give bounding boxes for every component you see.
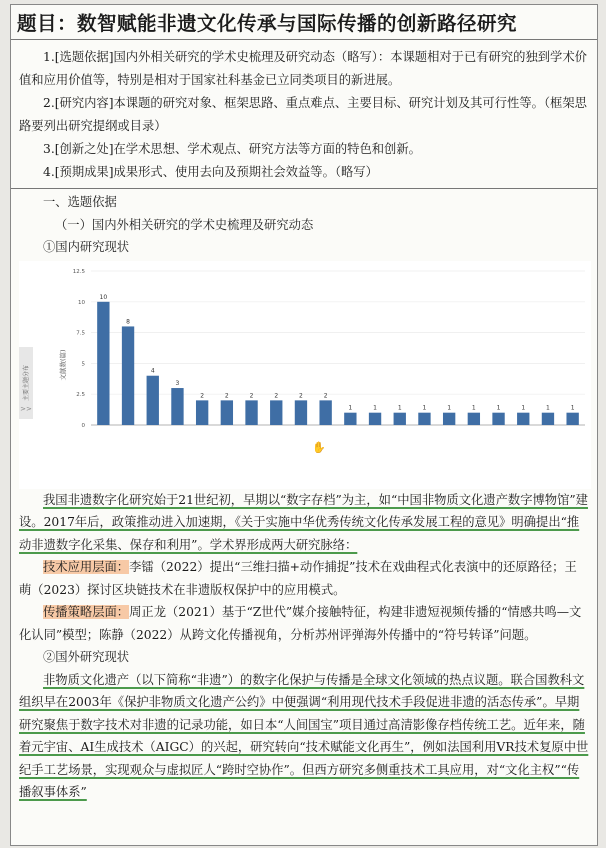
- requirements-box: [11, 40, 597, 189]
- requirement-item: 4.[预期成果]成果形式、使用去向及预期社会效益等。（略写）: [43, 165, 378, 179]
- subsection-heading: （一）国内外相关研究的学术史梳理及研究动态: [55, 217, 314, 232]
- cursor-icon: ✋: [312, 440, 326, 454]
- foreign-heading: ②国外研究现状: [43, 650, 130, 664]
- spread-paragraph: [19, 601, 589, 646]
- chart-bar[interactable]: [270, 400, 282, 425]
- chart-bar[interactable]: [517, 412, 529, 424]
- chart-bar[interactable]: [418, 412, 430, 424]
- requirement-item: 2.[研究内容]本课题的研究对象、框架思路、重点难点、主要目标、研究计划及其可行性等。（框架思路要列出研究提纲或目录）: [19, 96, 587, 133]
- bar-value-label: 1: [570, 404, 575, 412]
- chart-bar[interactable]: [97, 301, 109, 424]
- chart-container: [19, 261, 589, 489]
- expand-arrow-icon[interactable]: >>: [20, 404, 32, 413]
- chart-bar[interactable]: [468, 412, 480, 424]
- bar-chart: [19, 261, 591, 489]
- chart-bar[interactable]: [344, 412, 356, 424]
- chart-bar[interactable]: [443, 412, 455, 424]
- title-row: [11, 5, 597, 40]
- chart-bar[interactable]: [196, 400, 208, 425]
- chart-bar[interactable]: [319, 400, 331, 425]
- chart-bar[interactable]: [566, 412, 578, 424]
- bar-value-label: 4: [150, 367, 155, 375]
- bar-value-label: 1: [546, 404, 550, 412]
- y-tick-label: 0: [81, 422, 85, 429]
- requirement-item: 3.[创新之处]在学术思想、学术观点、研究方法等方面的特色和创新。: [43, 142, 421, 156]
- y-tick-label: 12.5: [72, 268, 85, 275]
- body-content: [11, 189, 597, 804]
- chart-bar[interactable]: [122, 326, 134, 425]
- bar-value-label: 1: [471, 404, 476, 412]
- bar-value-label: 1: [422, 404, 427, 412]
- spread-label: 传播策略层面：: [43, 605, 130, 619]
- foreign-text: 非物质文化遗产（以下简称“非遗”）的数字化保护与传播是全球文化领域的热点议题。联合国教科文组织早在2003年《保护非物质文化遗产公约》中便强调“利用现代技术手段促进非遗的活态传承”。早期研究聚焦于数字技术对非遗的记录功能，如日本“人间国宝”项目通过高清影像存档传统工艺。近年来，随着元宇宙、AI生成技术（AIGC）的兴起，研究转向“技术赋能文化再生”，例如法国利用VR技术复原中世纪手工艺场景，实现观众与虚拟匠人“跨时空协作”。但西方研究多侧重技术工具应用，对“文化主权”“传播叙事体系”: [19, 672, 589, 799]
- chart-bar[interactable]: [492, 412, 504, 424]
- bar-value-label: 3: [175, 379, 180, 387]
- bar-value-label: 2: [274, 391, 279, 399]
- y-axis-label: 文献数(篇): [59, 348, 67, 381]
- tech-paragraph: [19, 556, 589, 601]
- bar-value-label: 2: [200, 391, 205, 399]
- bar-value-label: 1: [348, 404, 353, 412]
- side-panel-label: 主要主题分布: [23, 364, 30, 401]
- chart-bar[interactable]: [171, 388, 183, 425]
- chart-bar[interactable]: [394, 412, 406, 424]
- bar-value-label: 2: [323, 391, 328, 399]
- y-tick-label: 7.5: [76, 330, 85, 337]
- bar-value-label: 2: [224, 391, 229, 399]
- chart-bar[interactable]: [147, 375, 159, 424]
- bar-value-label: 1: [447, 404, 452, 412]
- document-page: [10, 4, 598, 846]
- chart-bar[interactable]: [295, 400, 307, 425]
- foreign-paragraph: [19, 669, 589, 804]
- domestic-intro-text: 我国非遗数字化研究始于21世纪初，早期以“数字存档”为主，如“中国非物质文化遗产数字博物馆”建设。2017年后，政策推动进入加速期，《关于实施中华优秀传统文化传承发展工程的意见》明确提出“推动非遗数字化采集、保存和利用”。学术界形成两大研究脉络：: [19, 492, 588, 552]
- chart-bar[interactable]: [245, 400, 257, 425]
- y-tick-label: 10: [78, 299, 85, 306]
- tech-text: 李镭（2022）提出“三维扫描+动作捕捉”技术在戏曲程式化表演中的还原路径；王萌（2023）探讨区块链技术在非遗版权保护中的应用模式。: [19, 560, 577, 597]
- bar-value-label: 1: [521, 404, 526, 412]
- domestic-heading: ①国内研究现状: [43, 240, 130, 254]
- chart-bar[interactable]: [542, 412, 554, 424]
- requirement-item: 1.[选题依据]国内外相关研究的学术史梳理及研究动态（略写）：本课题相对于已有研究的独到学术价值和应用价值等，特别是相对于国家社科基金已立同类项目的新进展。: [19, 50, 587, 87]
- bar-value-label: 2: [299, 391, 303, 399]
- chart-bar[interactable]: [221, 400, 233, 425]
- spread-text: 周正龙（2021）基于“Z世代”媒介接触特征，构建非遗短视频传播的“情感共鸣—文化认同”模型；陈静（2022）从跨文化传播视角，分析苏州评弹海外传播中的“符号转译”问题。: [19, 605, 582, 642]
- y-tick-label: 5: [81, 360, 85, 367]
- chart-bar[interactable]: [369, 412, 381, 424]
- domestic-paragraph: [19, 489, 589, 557]
- y-tick-label: 2.5: [76, 391, 85, 398]
- bar-value-label: 1: [496, 404, 501, 412]
- bar-value-label: 10: [99, 293, 108, 301]
- bar-value-label: 2: [249, 391, 254, 399]
- tech-label: 技术应用层面：: [43, 560, 130, 574]
- bar-value-label: 1: [397, 404, 402, 412]
- section-heading: 一、选题依据: [43, 195, 117, 209]
- bar-value-label: 8: [126, 317, 130, 325]
- bar-value-label: 1: [373, 404, 377, 412]
- page-title: 题目：数智赋能非遗文化传承与国际传播的创新路径研究: [17, 12, 518, 35]
